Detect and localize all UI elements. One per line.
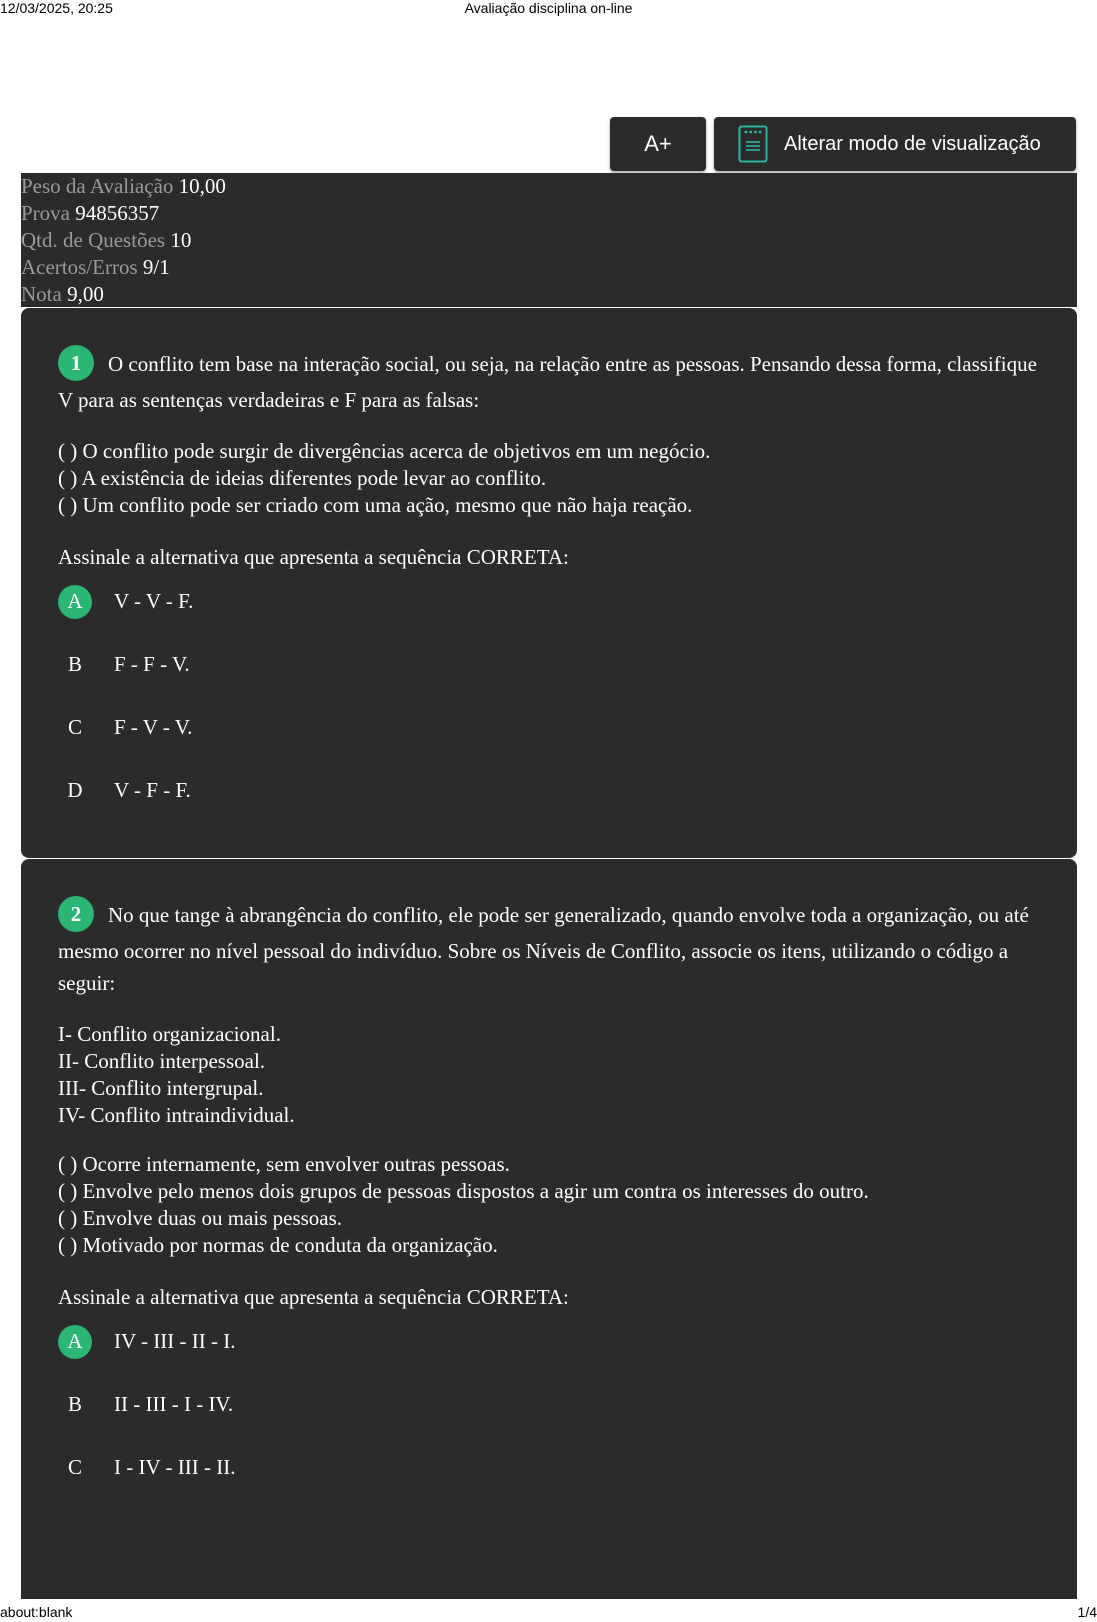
option-letter: D (67, 778, 83, 803)
question-prompt: Assinale a alternativa que apresenta a sequência CORRETA: (58, 545, 569, 570)
exam-info-panel (21, 173, 1077, 307)
option-text: II - III - I - IV. (114, 1392, 234, 1417)
option-letter: B (67, 652, 82, 677)
option-text: V - F - F. (114, 778, 191, 803)
option-d[interactable] (58, 772, 1047, 835)
statement: ( ) Ocorre internamente, sem envolver outras pessoas. (58, 1152, 510, 1177)
option-letter: C (67, 715, 82, 740)
list-item: I- Conflito organizacional. (58, 1022, 281, 1047)
statement: ( ) A existência de ideias diferentes pode levar ao conflito. (58, 466, 547, 491)
option-text: I - IV - III - II. (114, 1455, 236, 1480)
question-prompt: Assinale a alternativa que apresenta a sequência CORRETA: (58, 1285, 569, 1310)
list-item: IV- Conflito intraindividual. (58, 1103, 295, 1128)
statement: ( ) Envolve duas ou mais pessoas. (58, 1206, 343, 1231)
print-page-number: 1/4 (1077, 1604, 1097, 1620)
question-card-1 (21, 308, 1077, 858)
option-a[interactable] (58, 1323, 1047, 1386)
option-letter-correct: A (58, 585, 92, 619)
option-text: F - F - V. (114, 652, 190, 677)
option-text: V - V - F. (114, 589, 194, 614)
option-b[interactable] (58, 1386, 1047, 1449)
view-mode-label: Alterar modo de visualização (784, 132, 1041, 155)
option-c[interactable] (58, 1449, 1047, 1512)
option-a[interactable] (58, 583, 1047, 646)
option-letter: B (67, 1392, 82, 1417)
statement-list (58, 1151, 1047, 1259)
info-grade: Nota 9,00 (21, 282, 104, 306)
option-b[interactable] (58, 646, 1047, 709)
question-number-badge: 1 (58, 345, 94, 381)
item-list (58, 1021, 1047, 1129)
question-text: 1 O conflito tem base na interação social, ou seja, na relação entre as pessoas. Pensando dessa forma, classifique V para as sentenças verdadeiras e F para as falsas: (58, 348, 1047, 416)
option-letter-correct: A (58, 1325, 92, 1359)
option-text: IV - III - II - I. (114, 1329, 236, 1354)
statement-list (58, 438, 1047, 519)
option-c[interactable] (58, 709, 1047, 772)
question-card-2 (21, 859, 1077, 1599)
font-size-button[interactable]: A+ (610, 117, 706, 171)
info-hits-misses: Acertos/Erros 9/1 (21, 255, 170, 279)
statement: ( ) Envolve pelo menos dois grupos de pessoas dispostos a agir um contra os interesses do outro. (58, 1179, 869, 1204)
option-list (58, 583, 1047, 835)
question-number-badge: 2 (58, 896, 94, 932)
print-datetime: 12/03/2025, 20:25 (0, 0, 113, 16)
question-text: 2 No que tange à abrangência do conflito, ele pode ser generalizado, quando envolve toda a organização, ou até mesmo ocorrer no nível pessoal do indivíduo. Sobre os Níveis de Conflito, associe os itens, utilizando o código a seguir: (58, 899, 1047, 999)
option-text: F - V - V. (114, 715, 193, 740)
document-icon (738, 125, 768, 163)
info-exam-id: Prova 94856357 (21, 201, 160, 225)
info-weight: Peso da Avaliação 10,00 (21, 174, 226, 198)
statement: ( ) Motivado por normas de conduta da organização. (58, 1233, 498, 1258)
statement: ( ) Um conflito pode ser criado com uma ação, mesmo que não haja reação. (58, 493, 693, 518)
print-title: Avaliação disciplina on-line (464, 0, 633, 16)
statement: ( ) O conflito pode surgir de divergências acerca de objetivos em um negócio. (58, 439, 711, 464)
option-letter: C (67, 1455, 82, 1480)
print-header (0, 0, 1097, 18)
list-item: III- Conflito intergrupal. (58, 1076, 264, 1101)
option-list (58, 1323, 1047, 1512)
view-mode-button[interactable] (714, 117, 1076, 171)
info-question-count: Qtd. de Questões 10 (21, 228, 192, 252)
list-item: II- Conflito interpessoal. (58, 1049, 266, 1074)
print-url: about:blank (0, 1604, 73, 1620)
print-footer (0, 1604, 1097, 1622)
